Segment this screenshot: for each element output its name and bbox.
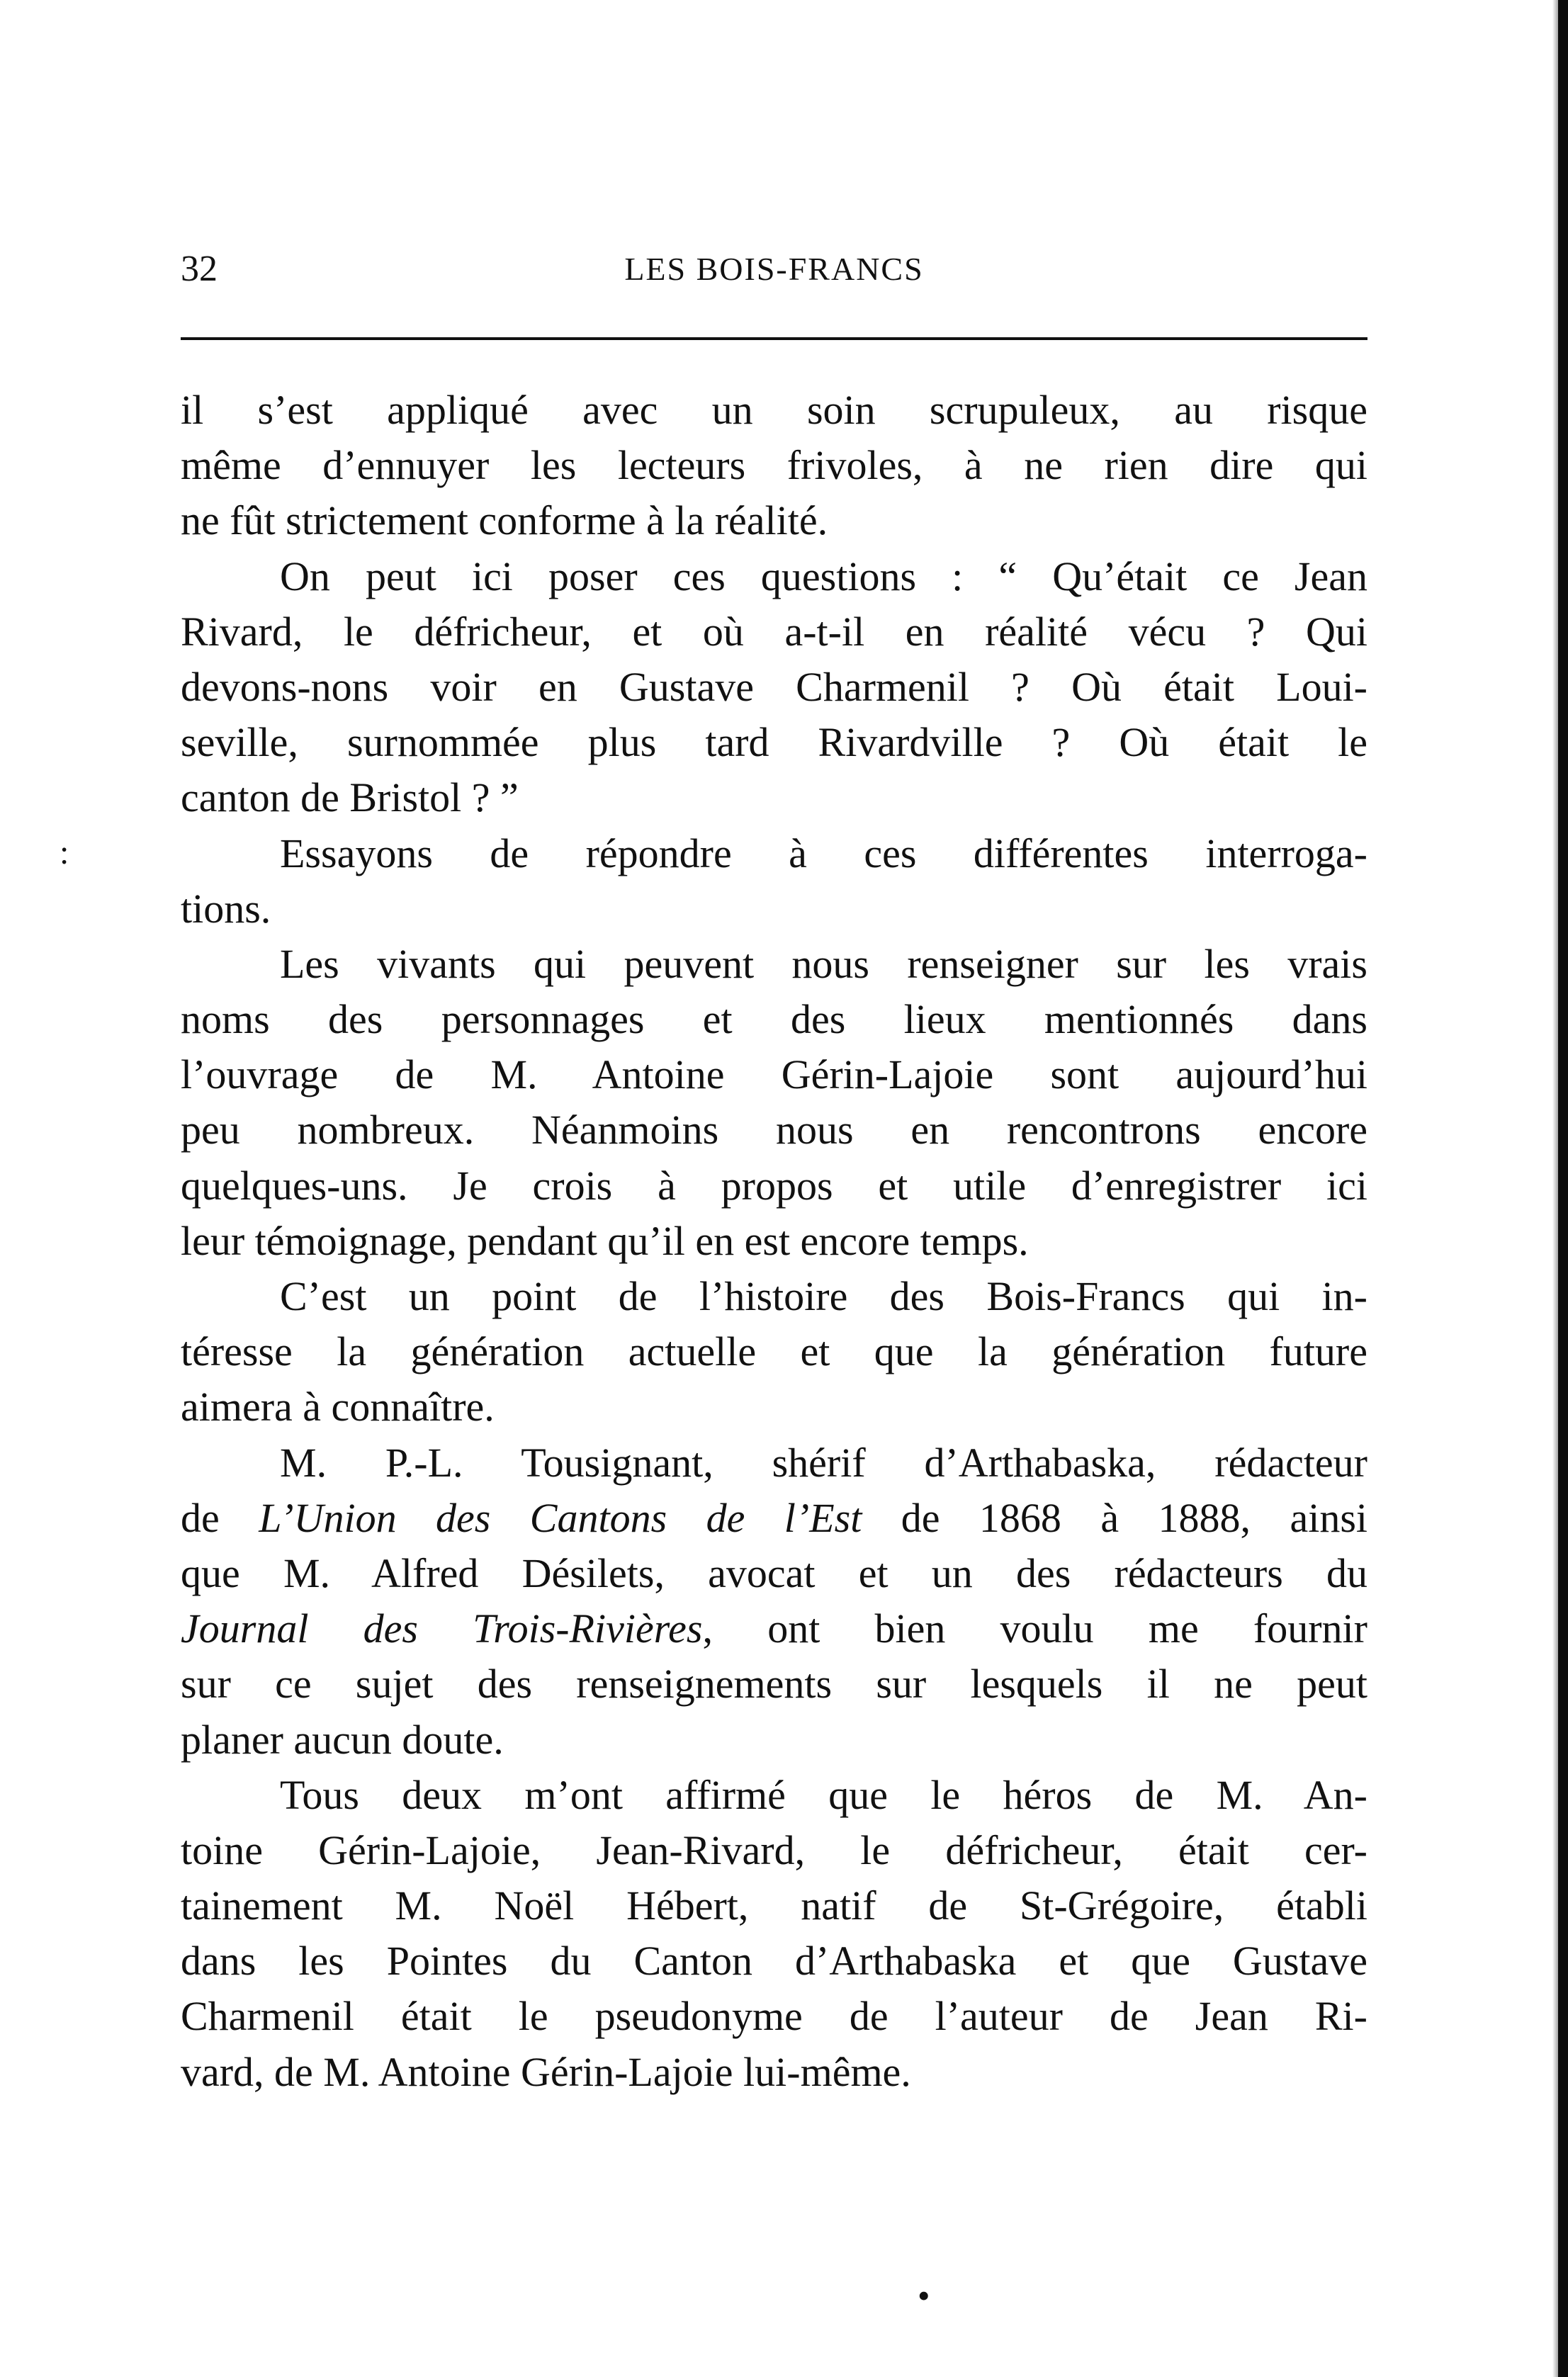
text-line: il s’est appliqué avec un soin scrupuleux, au risque (181, 387, 1367, 433)
text-line: téresse la génération actuelle et que la génération future (181, 1328, 1367, 1375)
header-rule (181, 337, 1367, 340)
text-segment: de 1868 à 1888, ainsi (862, 1494, 1367, 1541)
text-line: peu nombreux. Néanmoins nous en rencontrons encore (181, 1107, 1367, 1153)
text-line: Les vivants qui peuvent nous renseigner sur les vrais (280, 940, 1367, 987)
text-line: tainement M. Noël Hébert, natif de St-Grégoire, établi (181, 1882, 1367, 1929)
margin-mark: : (60, 834, 69, 871)
text-line: seville, surnommée plus tard Rivardville ? Où était le (181, 719, 1367, 766)
text-line: canton de Bristol ? ” (181, 774, 519, 821)
text-line: aimera à connaître. (181, 1384, 495, 1430)
text-line: Essayons de répondre à ces différentes interroga- (280, 830, 1367, 876)
text-line (181, 1601, 1367, 1656)
text-line: On peut ici poser ces questions : “ Qu’était ce Jean (280, 553, 1367, 599)
newspaper-title: Journal des Trois-Rivières (181, 1605, 703, 1652)
text-line: Rivard, le défricheur, et où a-t-il en réalité vécu ? Qui (181, 608, 1367, 655)
running-title: LES BOIS-FRANCS (624, 251, 924, 287)
text-line: leur témoignage, pendant qu’il en est encore temps. (181, 1217, 1029, 1264)
text-line: quelques-uns. Je crois à propos et utile d’enregistrer ici (181, 1162, 1367, 1209)
text-line: noms des personnages et des lieux mentionnés dans (181, 996, 1367, 1043)
text-line: planer aucun doute. (181, 1716, 504, 1763)
text-line (181, 1491, 1367, 1546)
newspaper-title: L’Union des Cantons de l’Est (259, 1494, 862, 1541)
text-line: tions. (181, 885, 271, 932)
scan-edge (1558, 0, 1568, 2377)
body-text (181, 383, 1367, 2100)
text-line: toine Gérin-Lajoie, Jean-Rivard, le défricheur, était cer- (181, 1826, 1367, 1873)
page-number: 32 (181, 249, 218, 289)
text-line: vard, de M. Antoine Gérin-Lajoie lui-même. (181, 2048, 911, 2095)
text-line: sur ce sujet des renseignements sur lesquels il ne peut (181, 1661, 1367, 1707)
text-line: devons-nons voir en Gustave Charmenil ? Où était Loui- (181, 663, 1367, 710)
text-line: dans les Pointes du Canton d’Arthabaska et que Gustave (181, 1938, 1367, 1984)
text-line: Tous deux m’ont affirmé que le héros de M. An- (280, 1771, 1367, 1818)
text-line: M. P.-L. Tousignant, shérif d’Arthabaska, rédacteur (280, 1439, 1367, 1486)
text-line: Charmenil était le pseudonyme de l’auteur de Jean Ri- (181, 1993, 1367, 2040)
scan-edge-shadow (1552, 0, 1558, 2377)
text-line: que M. Alfred Désilets, avocat et un des rédacteurs du (181, 1549, 1367, 1596)
text-line: même d’ennuyer les lecteurs frivoles, à ne rien dire qui (181, 442, 1367, 489)
page-header (181, 241, 1367, 298)
text-segment: de (181, 1494, 259, 1541)
text-line: l’ouvrage de M. Antoine Gérin-Lajoie sont aujourd’hui (181, 1051, 1367, 1098)
text-line: C’est un point de l’histoire des Bois-Francs qui in- (280, 1273, 1367, 1319)
text-segment: , ont bien voulu me fournir (702, 1605, 1367, 1652)
page-speck: • (918, 2276, 930, 2315)
text-line: ne fût strictement conforme à la réalité. (181, 497, 828, 544)
